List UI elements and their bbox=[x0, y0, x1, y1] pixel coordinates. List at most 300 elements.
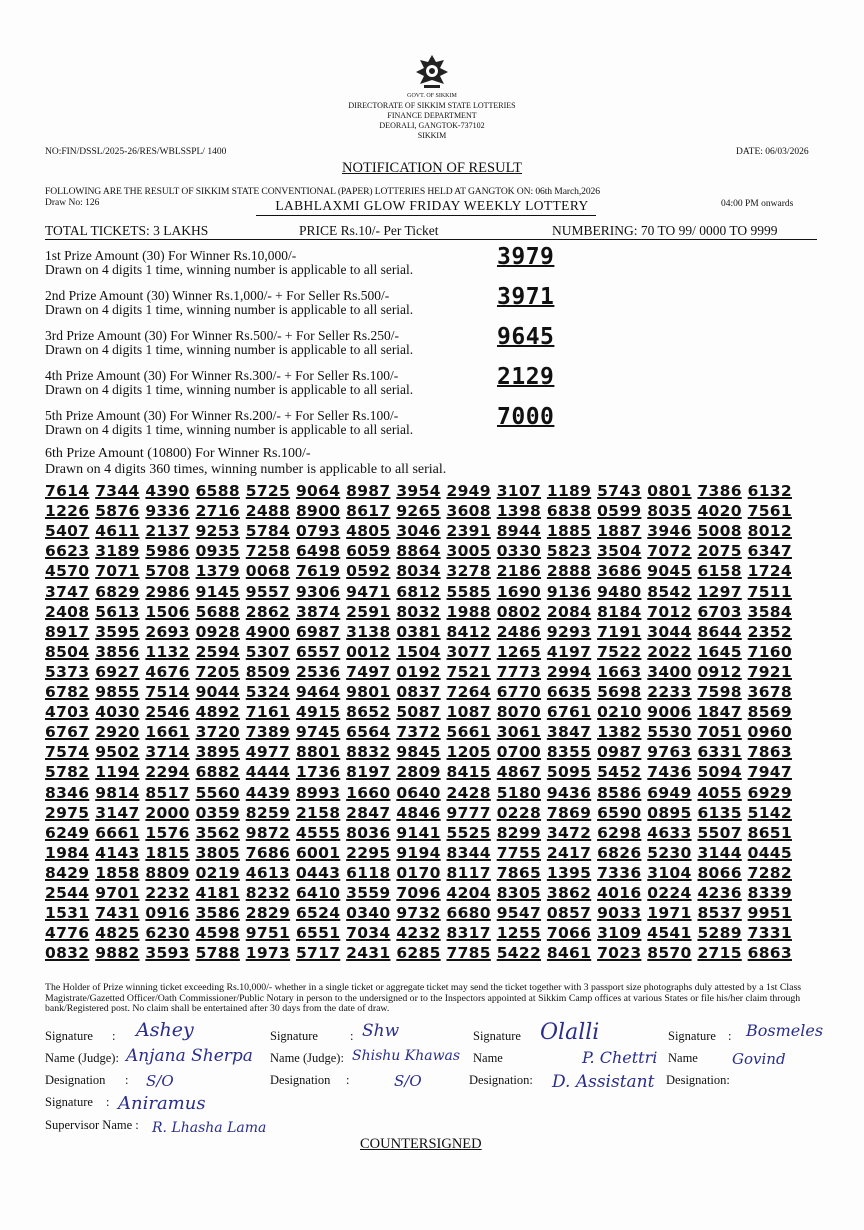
winning-number: 6949 bbox=[647, 783, 692, 802]
winning-number: 0857 bbox=[546, 904, 592, 923]
winning-number: 7389 bbox=[245, 723, 291, 742]
winning-number: 6826 bbox=[597, 843, 642, 862]
winning-number: 8617 bbox=[346, 502, 391, 521]
winning-number: 3946 bbox=[647, 522, 692, 541]
notification-date: DATE: 06/03/2026 bbox=[736, 147, 809, 157]
winning-number: 9265 bbox=[396, 502, 441, 521]
winning-number: 9306 bbox=[295, 582, 341, 601]
prize-2-rule: Drawn on 4 digits 1 time, winning number is applicable to all serial. bbox=[45, 302, 414, 317]
winning-number: 1506 bbox=[145, 602, 190, 621]
winning-number: 9732 bbox=[396, 904, 441, 923]
winning-number: 0960 bbox=[747, 723, 792, 742]
emblem-caption: GOVT. OF SIKKIM bbox=[407, 93, 457, 99]
winning-number: 8034 bbox=[396, 562, 441, 581]
winning-number: 2295 bbox=[346, 843, 391, 862]
winning-number: 3562 bbox=[195, 823, 240, 842]
winning-number: 0895 bbox=[647, 803, 692, 822]
winning-number: 4236 bbox=[697, 884, 742, 902]
winning-number: 6285 bbox=[396, 944, 441, 963]
number-row bbox=[45, 904, 798, 922]
winning-number: 6498 bbox=[295, 542, 341, 561]
winning-number: 3278 bbox=[446, 562, 491, 581]
winning-number: 8570 bbox=[647, 944, 692, 963]
winning-number: 1189 bbox=[546, 482, 592, 500]
winning-number: 8259 bbox=[245, 803, 291, 822]
prize-3-rule: Drawn on 4 digits 1 time, winning number is applicable to all serial. bbox=[45, 342, 414, 357]
winning-number: 6767 bbox=[45, 723, 90, 742]
winning-number: 9145 bbox=[195, 582, 240, 601]
winning-number: 8299 bbox=[496, 823, 542, 842]
winning-number: 0170 bbox=[396, 863, 441, 882]
winning-number: 5788 bbox=[195, 944, 240, 963]
number-row bbox=[45, 663, 798, 681]
winning-number: 6132 bbox=[747, 482, 792, 500]
winning-number: 3472 bbox=[546, 823, 592, 842]
winning-number: 7614 bbox=[45, 482, 90, 500]
winning-number: 0443 bbox=[295, 863, 341, 882]
winning-number: 2391 bbox=[446, 522, 491, 541]
winning-number: 6249 bbox=[45, 823, 90, 842]
winning-number: 9701 bbox=[95, 884, 140, 902]
number-row bbox=[45, 562, 798, 580]
winning-number: 2594 bbox=[195, 642, 240, 661]
winning-number: 5407 bbox=[45, 522, 90, 541]
winning-number: 3856 bbox=[95, 642, 140, 661]
winning-number: 3107 bbox=[496, 482, 542, 500]
designation-label-2: Designation bbox=[270, 1073, 331, 1087]
winning-number: 6812 bbox=[396, 582, 441, 601]
winning-number: 8864 bbox=[396, 542, 441, 561]
winning-number: 1660 bbox=[346, 783, 391, 802]
winning-number: 9194 bbox=[396, 843, 441, 862]
winning-number: 2888 bbox=[546, 562, 592, 581]
winning-number: 4181 bbox=[195, 884, 240, 902]
winning-number: 5698 bbox=[597, 683, 642, 701]
winning-number: 0340 bbox=[346, 904, 391, 923]
number-row bbox=[45, 522, 798, 540]
winning-number: 4055 bbox=[697, 783, 742, 802]
handwritten-name-3: P. Chettri bbox=[582, 1048, 658, 1067]
winning-number: 6564 bbox=[346, 723, 391, 742]
winning-number: 5585 bbox=[446, 582, 491, 601]
number-row bbox=[45, 723, 798, 741]
number-row bbox=[45, 763, 798, 781]
winning-number: 1663 bbox=[597, 662, 642, 681]
signature-label-5: Signature bbox=[45, 1095, 93, 1109]
winning-number: 8415 bbox=[446, 763, 491, 782]
number-row bbox=[45, 502, 798, 520]
winning-number: 2417 bbox=[546, 843, 592, 862]
winning-number: 1398 bbox=[496, 502, 542, 521]
winning-number: 8035 bbox=[647, 502, 692, 521]
number-row bbox=[45, 864, 798, 882]
winning-number: 5688 bbox=[195, 602, 240, 621]
winning-number: 5784 bbox=[245, 522, 291, 541]
header-divider bbox=[45, 239, 817, 240]
winning-number: 4613 bbox=[245, 863, 291, 882]
winning-number: 3046 bbox=[396, 522, 441, 541]
winning-number: 4977 bbox=[245, 743, 291, 762]
winning-number: 5743 bbox=[597, 482, 642, 500]
winning-number: 4611 bbox=[95, 522, 140, 541]
winning-number: 7511 bbox=[747, 582, 792, 601]
winning-number: 1847 bbox=[697, 703, 742, 722]
winning-number: 9136 bbox=[546, 582, 592, 601]
number-row bbox=[45, 844, 798, 862]
winning-number: 2408 bbox=[45, 602, 90, 621]
prize-4-rule: Drawn on 4 digits 1 time, winning number is applicable to all serial. bbox=[45, 382, 414, 397]
winning-number: 4846 bbox=[396, 803, 441, 822]
winning-number: 3895 bbox=[195, 743, 240, 762]
directorate-name: DIRECTORATE OF SIKKIM STATE LOTTERIES bbox=[348, 101, 516, 110]
winning-number: 3686 bbox=[597, 562, 642, 581]
winning-number: 8355 bbox=[546, 743, 592, 762]
winning-number: 8305 bbox=[496, 884, 542, 902]
winning-number: 6761 bbox=[546, 703, 592, 722]
winning-number: 0192 bbox=[396, 662, 441, 681]
handwritten-signature-4: Bosmeles bbox=[746, 1021, 824, 1040]
winning-number: 2862 bbox=[245, 602, 291, 621]
winning-number: 7191 bbox=[597, 622, 642, 641]
handwritten-designation-3: D. Assistant bbox=[552, 1072, 655, 1092]
winning-number: 3559 bbox=[346, 884, 391, 902]
winning-number: 7598 bbox=[697, 683, 742, 701]
winning-number: 9141 bbox=[396, 823, 441, 842]
winning-number: 8569 bbox=[747, 703, 792, 722]
winning-number: 0935 bbox=[195, 542, 240, 561]
prize-1-amount: 1st Prize Amount (30) For Winner Rs.10,000/- bbox=[45, 248, 297, 263]
winning-number: 7331 bbox=[747, 924, 792, 943]
signature-label-2: Signature bbox=[270, 1029, 318, 1043]
winning-number: 3005 bbox=[446, 542, 491, 561]
winning-number: 9336 bbox=[145, 502, 190, 521]
winning-number: 5717 bbox=[295, 944, 341, 963]
winning-number: 2000 bbox=[145, 803, 190, 822]
winning-number: 8344 bbox=[446, 843, 491, 862]
winning-number: 5095 bbox=[546, 763, 592, 782]
winning-number: 6524 bbox=[295, 904, 341, 923]
number-row bbox=[45, 784, 798, 802]
winning-number: 8517 bbox=[145, 783, 190, 802]
winning-number: 7023 bbox=[597, 944, 642, 963]
winning-number: 3504 bbox=[597, 542, 642, 561]
winning-number: 8993 bbox=[295, 783, 341, 802]
winning-number: 1661 bbox=[145, 723, 190, 742]
winning-number: 2829 bbox=[245, 904, 291, 923]
prize-3-amount: 3rd Prize Amount (30) For Winner Rs.500/- + For Seller Rs.250/- bbox=[45, 328, 400, 343]
winning-number: 7258 bbox=[245, 542, 291, 561]
winning-number: 8537 bbox=[697, 904, 742, 923]
winning-number: 3954 bbox=[396, 482, 441, 500]
winning-number: 4776 bbox=[45, 924, 90, 943]
winning-number: 1504 bbox=[396, 642, 441, 661]
signature-label-4: Signature bbox=[668, 1029, 716, 1043]
winning-number: 7205 bbox=[195, 662, 240, 681]
winning-number: 8809 bbox=[145, 863, 190, 882]
winning-number: 0912 bbox=[697, 662, 742, 681]
winning-number: 9763 bbox=[647, 743, 692, 762]
winning-number: 2716 bbox=[195, 502, 240, 521]
winning-number: 2158 bbox=[295, 803, 341, 822]
winning-number: 9436 bbox=[546, 783, 592, 802]
winning-number: 4805 bbox=[346, 522, 391, 541]
winning-number: 1297 bbox=[697, 582, 742, 601]
winning-number: 2428 bbox=[446, 783, 491, 802]
winning-number: 4444 bbox=[245, 763, 291, 782]
winning-number: 9502 bbox=[95, 743, 140, 762]
lottery-name: LABHLAXMI GLOW FRIDAY WEEKLY LOTTERY bbox=[275, 198, 589, 213]
winning-number: 2084 bbox=[546, 602, 592, 621]
winning-number: 5230 bbox=[647, 843, 692, 862]
winning-number: 7514 bbox=[145, 683, 190, 701]
winning-number: 2546 bbox=[145, 703, 190, 722]
winning-number: 3104 bbox=[647, 863, 692, 882]
winning-number: 6927 bbox=[95, 662, 140, 681]
winning-number: 7034 bbox=[346, 924, 391, 943]
winning-number: 1724 bbox=[747, 562, 792, 581]
winning-number: 9253 bbox=[195, 522, 240, 541]
winning-number: 7436 bbox=[647, 763, 692, 782]
winning-number: 7921 bbox=[747, 662, 792, 681]
winning-number: 1382 bbox=[597, 723, 642, 742]
winning-number: 2949 bbox=[446, 482, 491, 500]
winning-number: 8504 bbox=[45, 642, 90, 661]
winning-number: 1226 bbox=[45, 502, 90, 521]
winning-number: 2715 bbox=[697, 944, 742, 963]
winning-number: 4570 bbox=[45, 562, 90, 581]
winning-number: 7497 bbox=[346, 662, 391, 681]
judge-name-label-2: Name (Judge): bbox=[270, 1051, 344, 1065]
winning-number: 6298 bbox=[597, 823, 642, 842]
winning-number: 1984 bbox=[45, 843, 90, 862]
winning-number: 4703 bbox=[45, 703, 90, 722]
winning-number: 7869 bbox=[546, 803, 592, 822]
designation-label-1: Designation bbox=[45, 1073, 106, 1087]
prize-1-winning-number: 3979 bbox=[497, 244, 555, 270]
handwritten-signature-1: Ashey bbox=[136, 1019, 194, 1041]
winning-number: 8346 bbox=[45, 783, 90, 802]
winning-number: 2920 bbox=[95, 723, 140, 742]
winning-number: 8801 bbox=[295, 743, 341, 762]
winning-number: 5087 bbox=[396, 703, 441, 722]
prize-5-amount: 5th Prize Amount (30) For Winner Rs.200/- + For Seller Rs.100/- bbox=[45, 408, 399, 423]
number-row bbox=[45, 482, 798, 500]
number-row bbox=[45, 924, 798, 942]
draw-time: 04:00 PM onwards bbox=[721, 199, 794, 209]
ticket-price: PRICE Rs.10/- Per Ticket bbox=[299, 223, 439, 238]
winning-number: 6863 bbox=[747, 944, 792, 963]
winning-number: 8944 bbox=[496, 522, 542, 541]
winning-number: 1815 bbox=[145, 843, 190, 862]
winning-number: 2486 bbox=[496, 622, 542, 641]
winning-number: 2986 bbox=[145, 582, 190, 601]
winning-number: 3584 bbox=[747, 602, 792, 621]
winning-number: 5823 bbox=[546, 542, 592, 561]
winning-number: 6410 bbox=[295, 884, 341, 902]
winning-number: 6680 bbox=[446, 904, 491, 923]
winning-number: 5008 bbox=[697, 522, 742, 541]
winning-number: 7012 bbox=[647, 602, 692, 621]
winning-number: 6118 bbox=[346, 863, 391, 882]
winning-number: 2693 bbox=[145, 622, 190, 641]
winning-number: 6230 bbox=[145, 924, 190, 943]
winning-number: 0224 bbox=[647, 884, 692, 902]
winning-number: 5613 bbox=[95, 602, 140, 621]
winning-number: 7386 bbox=[697, 482, 742, 500]
winning-number: 1194 bbox=[95, 763, 140, 782]
winning-number: 0640 bbox=[396, 783, 441, 802]
winning-number: 9471 bbox=[346, 582, 391, 601]
winning-number: 5876 bbox=[95, 502, 140, 521]
winning-number: 9293 bbox=[546, 622, 592, 641]
winning-number: 1265 bbox=[496, 642, 542, 661]
winning-number: 4867 bbox=[496, 763, 542, 782]
winning-number: 7344 bbox=[95, 482, 140, 500]
winning-number: 8429 bbox=[45, 863, 90, 882]
winning-number: 9855 bbox=[95, 683, 140, 701]
winning-number: 8184 bbox=[597, 602, 642, 621]
winning-number: 3077 bbox=[446, 642, 491, 661]
winning-number: 6059 bbox=[346, 542, 391, 561]
winning-number: 1973 bbox=[245, 944, 291, 963]
winning-number: 7773 bbox=[496, 662, 542, 681]
winning-number: 1887 bbox=[597, 522, 642, 541]
winning-number: 7686 bbox=[245, 843, 291, 862]
winning-number: 0219 bbox=[195, 863, 240, 882]
handwritten-name-2: Shishu Khawas bbox=[352, 1048, 461, 1064]
winning-number: 3400 bbox=[647, 662, 692, 681]
winning-number: 6135 bbox=[697, 803, 742, 822]
winning-number: 8232 bbox=[245, 884, 291, 902]
winning-number: 1858 bbox=[95, 863, 140, 882]
winning-number: 6588 bbox=[195, 482, 240, 500]
winning-number: 2488 bbox=[245, 502, 291, 521]
winning-number: 7072 bbox=[647, 542, 692, 561]
handwritten-supervisor-name: R. Lhasha Lama bbox=[152, 1120, 267, 1136]
winning-number: 6987 bbox=[295, 622, 341, 641]
winning-number: 3847 bbox=[546, 723, 592, 742]
winning-number: 4439 bbox=[245, 783, 291, 802]
winning-number: 9045 bbox=[647, 562, 692, 581]
winning-number: 2544 bbox=[45, 884, 90, 902]
winning-number: 5525 bbox=[446, 823, 491, 842]
winning-number: 2975 bbox=[45, 803, 90, 822]
prize-6-amount: 6th Prize Amount (10800) For Winner Rs.100/- bbox=[45, 446, 311, 461]
winning-number: 4598 bbox=[195, 924, 240, 943]
winning-number: 2431 bbox=[346, 944, 391, 963]
winning-number: 4020 bbox=[697, 502, 742, 521]
winning-number: 4390 bbox=[145, 482, 190, 500]
claim-note: The Holder of Prize winning ticket exceeding Rs.10,000/- whether in a single ticket or aggregate ticket may send the ticket together with 3 passport size photographs duly attested by a 1st Class Magistrate/Gazetted Officer/Oath Commissioner/Public Notary in person to the undersigned or to the Inspectors appointed at Sikkim Camp offices at various States or file his/her claim through bank/Registered post. No claim shall be entertained after 30 days from the date of draw. bbox=[45, 982, 802, 1014]
winning-number: 8651 bbox=[747, 823, 792, 842]
winning-number: 7071 bbox=[95, 562, 140, 581]
winning-number: 6331 bbox=[697, 743, 742, 762]
winning-number: 0832 bbox=[45, 944, 90, 963]
winning-number: 4892 bbox=[195, 703, 240, 722]
winning-number: 8542 bbox=[647, 582, 692, 601]
winning-number: 3747 bbox=[45, 582, 90, 601]
winning-number: 5180 bbox=[496, 783, 542, 802]
winning-number: 6158 bbox=[697, 562, 742, 581]
signature-label-3: Signature bbox=[473, 1029, 521, 1043]
number-row bbox=[45, 804, 798, 822]
winning-number: 6001 bbox=[295, 843, 341, 862]
winning-number: 6551 bbox=[295, 924, 341, 943]
judge-name-label-1: Name (Judge): bbox=[45, 1051, 119, 1065]
winning-number: 7096 bbox=[396, 884, 441, 902]
winning-number: 7066 bbox=[546, 924, 592, 943]
number-row bbox=[45, 683, 798, 701]
winning-number: 3862 bbox=[546, 884, 592, 902]
winning-number: 2847 bbox=[346, 803, 391, 822]
number-row bbox=[45, 824, 798, 842]
winning-number: 0012 bbox=[346, 642, 391, 661]
winning-number: 5708 bbox=[145, 562, 190, 581]
number-row bbox=[45, 623, 798, 641]
winning-number: 2137 bbox=[145, 522, 190, 541]
winning-number: 8461 bbox=[546, 944, 592, 963]
page-title: NOTIFICATION OF RESULT bbox=[342, 160, 522, 176]
winning-number: 3061 bbox=[496, 723, 542, 742]
winning-number: 7574 bbox=[45, 743, 90, 762]
winning-number: 3593 bbox=[145, 944, 190, 963]
winning-number: 0793 bbox=[295, 522, 341, 541]
winning-number: 5452 bbox=[597, 763, 642, 782]
intro-text: FOLLOWING ARE THE RESULT OF SIKKIM STATE CONVENTIONAL (PAPER) LOTTERIES HELD AT GANGTOK ON: 06th March,2026 bbox=[45, 186, 600, 197]
prize-1-rule: Drawn on 4 digits 1 time, winning number is applicable to all serial. bbox=[45, 262, 414, 277]
number-row bbox=[45, 884, 798, 902]
winning-number: 1690 bbox=[496, 582, 542, 601]
winning-number: 2809 bbox=[396, 763, 441, 782]
number-row bbox=[45, 703, 798, 721]
winning-number: 8317 bbox=[446, 924, 491, 943]
winning-number: 4016 bbox=[597, 884, 642, 902]
winning-number: 7336 bbox=[597, 863, 642, 882]
winning-number: 0599 bbox=[597, 502, 642, 521]
winning-number: 8339 bbox=[747, 884, 792, 902]
winning-number: 7863 bbox=[747, 743, 792, 762]
winning-number: 5560 bbox=[195, 783, 240, 802]
winning-number: 9872 bbox=[245, 823, 291, 842]
winning-number: 5661 bbox=[446, 723, 491, 742]
winning-number: 8412 bbox=[446, 622, 491, 641]
winning-number: 1576 bbox=[145, 823, 190, 842]
winning-number: 5725 bbox=[245, 482, 291, 500]
winning-number: 1885 bbox=[546, 522, 592, 541]
winning-number: 0445 bbox=[747, 843, 792, 862]
winning-number: 6590 bbox=[597, 803, 642, 822]
winning-number: 8036 bbox=[346, 823, 391, 842]
winning-number: 4204 bbox=[446, 884, 491, 902]
winning-number: 7865 bbox=[496, 863, 542, 882]
number-row bbox=[45, 944, 798, 962]
winning-number: 7282 bbox=[747, 863, 792, 882]
winning-number: 0837 bbox=[396, 683, 441, 701]
winning-number: 7431 bbox=[95, 904, 140, 923]
countersigned-label: COUNTERSIGNED bbox=[360, 1136, 482, 1152]
winning-number: 4232 bbox=[396, 924, 441, 943]
winning-number: 9845 bbox=[396, 743, 441, 762]
winning-number: 6838 bbox=[546, 502, 592, 521]
number-row bbox=[45, 542, 798, 560]
winning-number: 7264 bbox=[446, 683, 491, 701]
winning-number: 6557 bbox=[295, 642, 341, 661]
winning-number: 3805 bbox=[195, 843, 240, 862]
winning-number: 6635 bbox=[546, 683, 592, 701]
winning-number: 2186 bbox=[496, 562, 542, 581]
department-name: FINANCE DEPARTMENT bbox=[387, 111, 477, 120]
winning-number: 9801 bbox=[346, 683, 391, 701]
